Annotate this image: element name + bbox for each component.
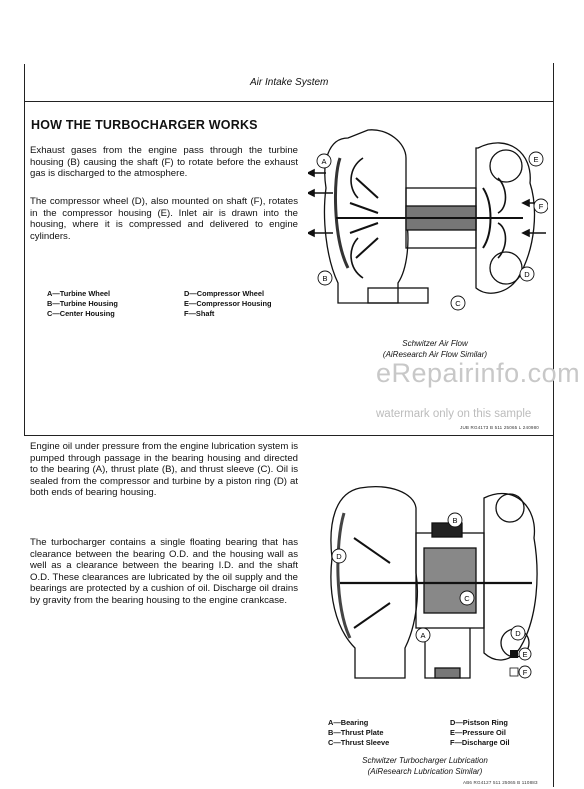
legend-item: A—Bearing — [328, 718, 369, 727]
callout-label: E — [522, 650, 528, 659]
legend-item: C—Thrust Sleeve — [328, 738, 390, 748]
section1-legend-right — [184, 289, 271, 320]
page-header-title: Air Intake System — [250, 77, 329, 88]
caption-line: (AiResearch Air Flow Similar) — [382, 350, 488, 359]
caption-line: (AiResearch Lubrication Similar) — [367, 767, 483, 776]
section1-paragraph-1: Exhaust gases from the engine pass through the turbine housing (B) causing the shaft (F) to rotate before the exhaust gas is discharged to the atmosphere. — [30, 145, 298, 180]
page-left-rule — [24, 64, 25, 436]
legend-item: B—Turbine Housing — [47, 299, 118, 309]
caption-line: Schwitzer Turbocharger Lubrication — [362, 756, 488, 765]
callout-label: B — [452, 516, 458, 525]
legend-item: B—Thrust Plate — [328, 728, 384, 738]
section1-caption — [360, 338, 510, 360]
section2-legend-left — [328, 718, 389, 749]
section-divider-1 — [24, 101, 554, 102]
page-right-rule — [553, 63, 554, 787]
section2-paragraph-2: The turbocharger contains a single floating bearing that has clearance between the bearing O.D. and the housing wall as well as a clearance between the bearing I.D. and the shaft O.D. These clearances are lubricated by the oil supply and the bearings are protected by a cushion of oil. Discharge oil drains by gravity from the bearing housing to the engine crankcase. — [30, 537, 298, 606]
section1-paragraph-2: The compressor wheel (D), also mounted on shaft (F), rotates in the compressor housing (E). Inlet air is drawn into the housing, where it is compressed and delivered to engine cylinders. — [30, 196, 298, 242]
legend-item: C—Center Housing — [47, 309, 115, 319]
callout-label: D — [524, 270, 530, 279]
legend-item: F—Shaft — [184, 309, 215, 319]
turbocharger-airflow-diagram — [308, 118, 548, 318]
legend-item: D—Pistson Ring — [450, 718, 508, 727]
section-divider-2 — [24, 435, 554, 436]
watermark-site: eRepairinfo.com — [376, 358, 581, 388]
section2-figure-code: AB6 RG4127 511 25065 B 110883 — [463, 780, 538, 785]
legend-item: E—Compressor Housing — [184, 299, 272, 309]
section2-paragraph-1: Engine oil under pressure from the engine lubrication system is pumped through passage in the bearing housing and directed to the bearing (A), thrust plate (B), and thrust sleeve (C). Oil is sealed from the compressor and turbine by a piston ring (D) at both ends of bearing housing. — [30, 441, 298, 499]
caption-line: Schwitzer Air Flow — [402, 339, 468, 348]
legend-item: E—Pressure Oil — [450, 728, 506, 738]
legend-item: A—Turbine Wheel — [47, 289, 111, 298]
callout-label: D — [336, 552, 342, 561]
callout-label: A — [420, 631, 426, 640]
turbocharger-lubrication-diagram — [320, 478, 542, 698]
callout-label: B — [322, 274, 328, 283]
watermark-note: watermark only on this sample — [376, 408, 532, 420]
callout-label: C — [455, 299, 461, 308]
legend-item: F—Discharge Oil — [450, 738, 510, 748]
callout-label: C — [464, 594, 470, 603]
section1-figure-code: JUB RG4173 B 511 25065 L 240980 — [460, 425, 540, 430]
callout-label: A — [321, 157, 327, 166]
legend-item: D—Compressor Wheel — [184, 289, 265, 298]
callout-label: F — [522, 668, 528, 677]
callout-label: D — [515, 629, 521, 638]
section1-heading: HOW THE TURBOCHARGER WORKS — [31, 118, 258, 132]
callout-label: E — [533, 155, 539, 164]
section2-legend-right — [450, 718, 510, 749]
section1-legend-left — [47, 289, 118, 320]
callout-label: F — [538, 202, 544, 211]
section2-caption — [335, 755, 515, 777]
